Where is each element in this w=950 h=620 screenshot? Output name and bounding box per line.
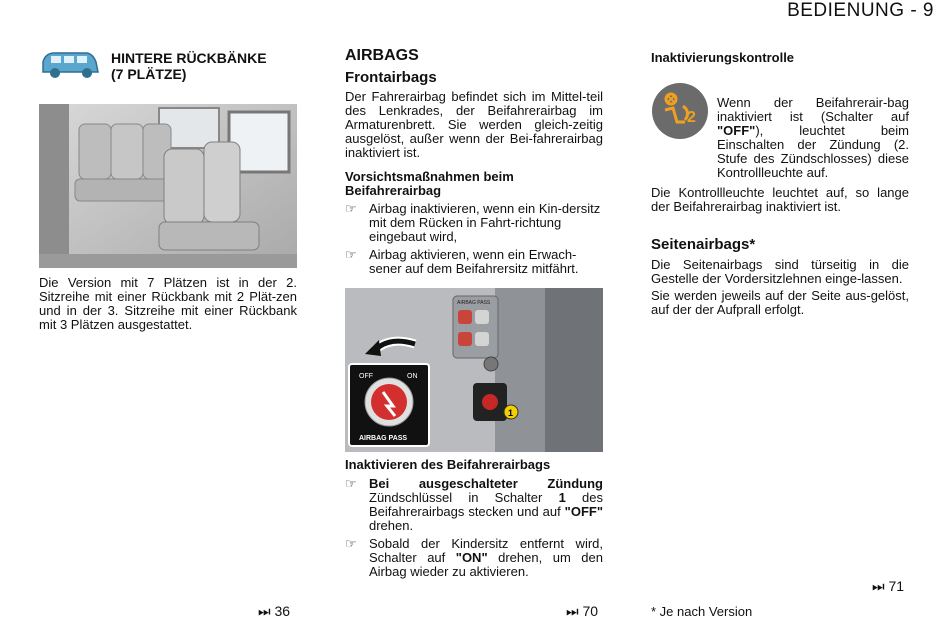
page-ref-number: 36: [274, 603, 291, 619]
page-ref-icon: ⏭: [566, 603, 579, 619]
airbag-off-warning-icon: [651, 82, 709, 140]
callout-number: 1: [508, 408, 514, 418]
subheading-precautions: Vorsichtsmaßnahmen beim Beifahrerairbag: [345, 169, 514, 198]
subheading-control-lamp: Inaktivierungskontrolle: [651, 50, 795, 65]
airbag-switch-photo: [345, 288, 603, 452]
list-item: ☞ Sobald der Kindersitz entfernt wird, Schalter auf "ON" drehen, um den Airbag wieder zu aktivieren.: [345, 536, 603, 579]
column-airbags: [345, 49, 603, 276]
bullet-icon: ☞: [345, 476, 357, 491]
page-header: BEDIENUNG - 9: [787, 0, 934, 21]
page-ref-icon: ⏭: [872, 578, 885, 594]
subheading-deactivate: Inaktivieren des Beifahrerairbags: [345, 457, 551, 472]
list-item: ☞ Airbag inaktivieren, wenn ein Kin-dersitz mit dem Rücken in Fahrt-richtung eingebaut wird,: [345, 201, 601, 244]
page-ref-number: 71: [888, 578, 905, 594]
list-item: ☞ Bei ausgeschalteter Zündung Zündschlüssel in Schalter 1 des Beifahrerairbags stecken und auf "OFF" drehen.: [345, 476, 603, 533]
footnote: * Je nach Version: [651, 604, 753, 619]
page-ref-number: 70: [582, 603, 599, 619]
rear-seats-text: Die Version mit 7 Plätzen ist in der 2. Sitzreihe mit einer Rückbank mit 2 Plät-zen und in der 3. Sitzreihe mit einer Rückbank mit 3 Plätzen ausgestattet.: [39, 275, 297, 332]
page-ref-36[interactable]: [258, 603, 290, 620]
section-title-airbags: AIRBAGS: [345, 47, 419, 64]
page-ref-70[interactable]: [566, 603, 598, 620]
column-airbags-deactivate: [345, 457, 603, 579]
section-heading-rear-seats: HINTERE RÜCKBÄNKE (7 PLÄTZE): [111, 50, 267, 82]
column-control-lamp: [651, 50, 909, 214]
switch-on-label: ON: [407, 373, 418, 380]
svg-text:2: 2: [687, 109, 696, 126]
page-ref-icon: ⏭: [258, 603, 271, 619]
rear-seats-photo: [39, 104, 297, 268]
list-item: ☞ Airbag aktivieren, wenn ein Erwach-sener auf dem Beifahrersitz mitfährt.: [345, 247, 579, 276]
column-side-airbags: [651, 238, 909, 317]
bullet-icon: ☞: [345, 201, 357, 216]
side-airbags-text-2: Sie werden jeweils auf der Seite aus-gelöst, auf der der Aufprall erfolgt.: [651, 288, 909, 317]
switch-off-label: OFF: [359, 373, 373, 380]
subheading-side-airbags: Seitenairbags*: [651, 236, 756, 253]
side-airbags-text: Die Seitenairbags sind türseitig in die Gestelle der Vordersitzlehnen einge-lassen.: [651, 257, 909, 286]
page-ref-71[interactable]: [872, 578, 904, 595]
switch-airbag-pass-label: AIRBAG PASS: [359, 435, 408, 442]
subheading-front-airbags: Frontairbags: [345, 69, 437, 86]
bullet-icon: ☞: [345, 536, 357, 551]
bullet-icon: ☞: [345, 247, 357, 262]
control-lamp-text-2: Die Kontrollleuchte leuchtet auf, so lange der Beifahrerairbag inaktiviert ist.: [651, 185, 909, 214]
vehicle-icon: [39, 48, 101, 80]
control-lamp-text: Wenn der Beifahrerair-bag inaktiviert ist (Schalter auf "OFF"), leuchtet beim Einschalten der Zündung (2. Stufe des Zündschlosses) diese Kontrollleuchte auf.: [717, 95, 909, 180]
front-airbags-text: Der Fahrerairbag befindet sich im Mittel-teil des Lenkrades, der Beifahrerairbag im Armaturenbrett. Sie werden gleich-zeitig ausgelöst, außer wenn der Bei-fahrerairbag inaktiviert ist.: [345, 89, 603, 160]
column-rear-seats: [39, 48, 297, 82]
panel-label: AIRBAG PASS: [457, 300, 491, 306]
